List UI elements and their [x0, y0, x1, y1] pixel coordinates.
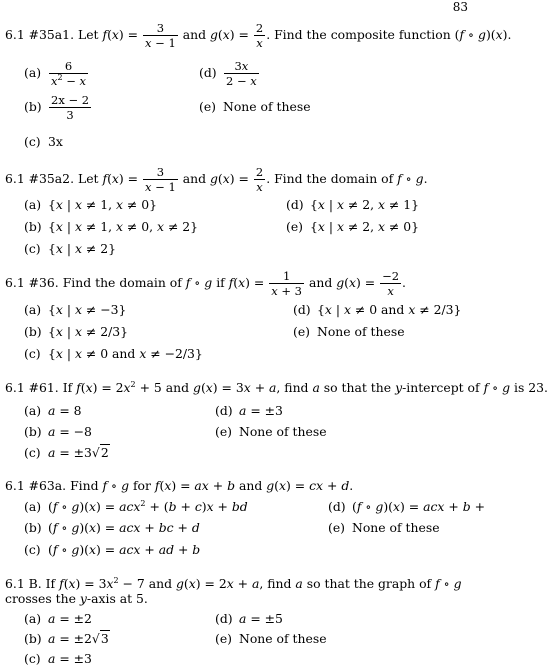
choice-a[interactable]: (a) {x | x ≠ 1, x ≠ 0}: [24, 197, 158, 212]
choice-c[interactable]: (c) a = ±3: [24, 651, 92, 666]
question-36: [5, 270, 471, 297]
choice-c[interactable]: (c) {x | x ≠ 2}: [24, 241, 116, 256]
page-number: 83: [452, 0, 468, 14]
question-id: 6.1 #63a.: [5, 478, 67, 493]
choice-e[interactable]: (e) None of these: [215, 631, 327, 646]
choice-b[interactable]: (b) a = −8: [24, 424, 92, 439]
question-B: [5, 576, 471, 606]
choice-b[interactable]: (b) $\frac{2x - 2}{3}$: [24, 93, 90, 122]
choice-e[interactable]: (e) None of these: [199, 99, 311, 114]
choice-b[interactable]: (b) (f ∘ g)(x) = acx + bc + d: [24, 520, 200, 535]
question-35a2: [5, 166, 471, 193]
choice-a[interactable]: (a) a = ±2: [24, 611, 92, 626]
question-stem: 6.1 #63a. Find f ∘ g for f(x) = ax + b and g(x) = cx + d.: [5, 478, 354, 493]
choice-d[interactable]: (d) a = ±3: [215, 403, 283, 418]
question-63a: [5, 478, 471, 493]
question-61: [5, 380, 548, 395]
choice-e[interactable]: (e) None of these: [293, 324, 405, 339]
question-stem: 6.1 #35a2. Let f(x) = $\frac{3}{x - 1}$ and g(x) = $\frac{2}{x}$ . Find the domain of f ∘ g.: [5, 165, 428, 194]
question-id: 6.1 #61.: [5, 380, 59, 395]
choice-a[interactable]: (a) (f ∘ g)(x) = acx$^2$ + (b + c)x + bd: [24, 499, 248, 514]
question-stem: 6.1 B. If $f(x) = 3x^2 - 7$ and g(x) = 2x + a, find a so that the graph of f ∘ g crosses the y-axis at 5.: [5, 576, 462, 606]
question-id: 6.1 #36.: [5, 275, 59, 290]
question-id: 6.1 #35a1.: [5, 27, 75, 42]
choice-d[interactable]: (d) (f ∘ g)(x) = acx + b +: [328, 499, 485, 514]
question-id: 6.1 #35a2.: [5, 171, 75, 186]
question-35a1: [5, 21, 512, 50]
choice-a[interactable]: (a) {x | x ≠ −3}: [24, 302, 127, 317]
choice-a[interactable]: (a) $\frac{6}{x^2 - x}$: [24, 59, 87, 88]
choice-d[interactable]: (d) {x | x ≠ 2, x ≠ 1}: [286, 197, 420, 212]
choice-e[interactable]: (e) {x | x ≠ 2, x ≠ 0}: [286, 219, 420, 234]
choice-e[interactable]: (e) None of these: [328, 520, 440, 535]
question-stem: 6.1 #35a1. Let f(x) = $\frac{3}{x - 1}$ and g(x) = $\frac{2}{x}$ . Find the composite function (f ∘ g)(x).: [5, 21, 512, 50]
choice-b[interactable]: (b) {x | x ≠ 1, x ≠ 0, x ≠ 2}: [24, 219, 199, 234]
question-stem: 6.1 #61. If $f(x) = 2x^2 + 5$ and g(x) = 3x + a, find a so that the y-intercept of f ∘ g is 23.: [5, 380, 548, 395]
choice-c[interactable]: (c) (f ∘ g)(x) = acx + ad + b: [24, 542, 201, 557]
choice-c[interactable]: (c) {x | x ≠ 0 and x ≠ −2/3}: [24, 346, 203, 361]
choice-b[interactable]: (b) {x | x ≠ 2/3}: [24, 324, 129, 339]
choice-d[interactable]: (d) $\frac{3x}{2 - x}$: [199, 59, 257, 88]
choice-d[interactable]: (d) a = ±5: [215, 611, 283, 626]
question-stem: 6.1 #36. Find the domain of f ∘ g if f(x) = $\frac{1}{x + 3}$ and g(x) = $\frac{-2}{x}$ .: [5, 269, 406, 298]
choice-d[interactable]: (d) {x | x ≠ 0 and x ≠ 2/3}: [293, 302, 462, 317]
choice-c[interactable]: (c) a = ±3√2: [24, 445, 109, 460]
question-id: 6.1 B.: [5, 576, 42, 591]
choice-b[interactable]: (b) a = ±2√3: [24, 631, 109, 646]
choice-a[interactable]: (a) a = 8: [24, 403, 82, 418]
choice-e[interactable]: (e) None of these: [215, 424, 327, 439]
choice-c[interactable]: (c) 3x: [24, 134, 63, 149]
